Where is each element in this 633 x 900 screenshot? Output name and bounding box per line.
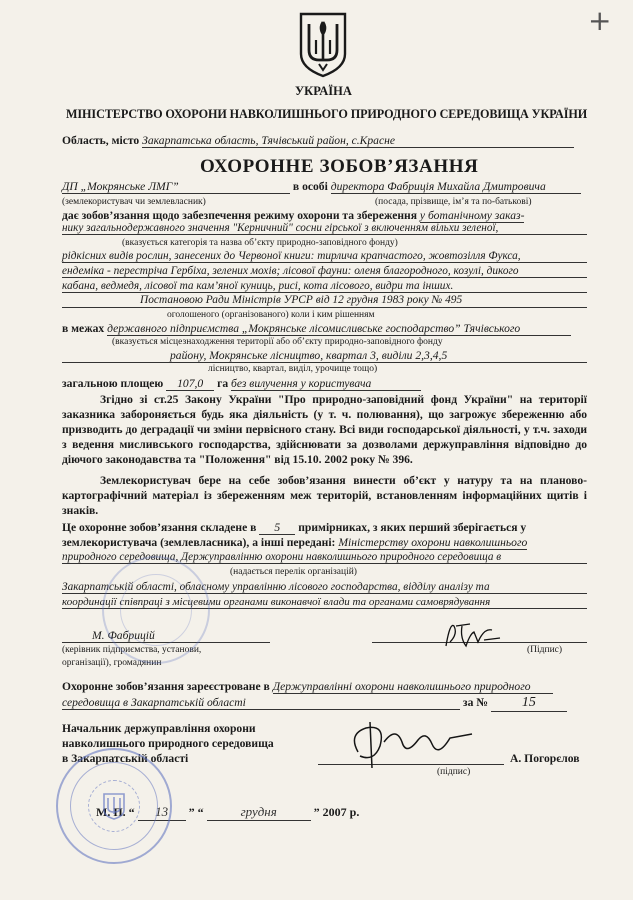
- head-title-2: навколишнього природного середовища: [62, 737, 274, 750]
- year-suffix: ” 2007 р.: [313, 805, 360, 819]
- area-unit: га: [217, 377, 229, 390]
- copies-label-3: землекористувача (землевласника), а інші передані:: [62, 536, 336, 549]
- caption-category: (вказується категорія та назва об’єкту природно-заповідного фонду): [122, 238, 398, 248]
- registration-value-1: Держуправлінні охорони навколишнього природного: [273, 680, 553, 694]
- region-label: Область, місто: [62, 134, 140, 147]
- person-value: директора Фабриція Михайла Дмитровича: [331, 180, 581, 194]
- in-person-label: в особі: [292, 180, 328, 193]
- decree-rule: [62, 307, 587, 308]
- caption-head-sign: (підпис): [437, 767, 471, 777]
- head-signature-image: [340, 712, 480, 776]
- bounds-value: державного підприємства „Мокрянське лісомисливське господарство” Тячівського: [107, 322, 571, 336]
- copies-line-1: [62, 521, 526, 535]
- caption-head-2: організації), громадянин: [62, 658, 162, 668]
- copies-line-2: [62, 536, 527, 550]
- date-day: 13: [138, 804, 186, 821]
- copies-to-2: природного середовища, Держуправлінню охорони навколишнього природного середовища в: [62, 551, 587, 564]
- caption-decree: оголошеного (організованого) коли і ким рішенням: [167, 310, 375, 320]
- area-value: 107,0: [166, 377, 214, 391]
- obligation-value-2: нику загальнодержавного значення "Керничний" сосни гірської з включенням вільхи зеленої,: [62, 222, 587, 235]
- registration-line-2: [62, 695, 567, 712]
- caption-head-1: (керівник підприємства, установи,: [62, 645, 202, 655]
- area-note: без вилучення у користувача: [231, 377, 421, 391]
- head-title-1: Начальник держуправління охорони: [62, 722, 256, 735]
- caption-orgs: (надається перелік організацій): [230, 567, 357, 577]
- registration-number-label: за №: [462, 696, 488, 709]
- bounds-value-2: району, Мокрянське лісництво, квартал 3, виділи 2,3,4,5: [170, 349, 448, 362]
- corner-mark: +: [588, 4, 612, 37]
- area-line: [62, 377, 421, 391]
- region-line: [62, 134, 574, 148]
- ministry-name: МІНІСТЕРСТВО ОХОРОНИ НАВКОЛИШНЬОГО ПРИРОДНОГО СЕРЕДОВИЩА УКРАЇНИ: [66, 107, 588, 121]
- caption-forestry: лісництво, квартал, виділ, урочище тощо): [208, 364, 378, 374]
- obligation-line: [62, 209, 524, 223]
- user-name: М. Фабрицій: [92, 629, 155, 642]
- head-title-3: в Закарпатській області: [62, 752, 189, 765]
- copies-label-2: примірниках, з яких перший зберігається у: [298, 521, 527, 534]
- copies-to-1: Міністерству охорони навколишнього: [338, 536, 528, 549]
- copies-value: 5: [259, 521, 295, 535]
- registration-number: 15: [491, 695, 567, 712]
- user-signature-image: [440, 612, 504, 652]
- species-line-2: ендеміка - перестріча Гербіха, зелених мохів; лісової фауни: оленя благородного, козулі, дикого: [62, 265, 587, 278]
- registration-value-2: середовища в Закарпатській області: [62, 696, 460, 710]
- seal-trident-icon: [102, 792, 126, 820]
- bounds-label: в межах: [62, 322, 105, 335]
- region-value: Закарпатська область, Тячівський район, с.Красне: [142, 134, 574, 148]
- user-value: ДП „Мокрянське ЛМГ”: [62, 180, 290, 194]
- faint-seal-stamp: [102, 556, 210, 664]
- date-month: грудня: [207, 804, 311, 821]
- area-label: загальною площею: [62, 377, 164, 390]
- copies-to-4: координації співпраці з місцевими органами виконавчої влади та органами самоврядування: [62, 596, 587, 609]
- caption-user: (землекористувач чи землевласник): [62, 197, 206, 207]
- obligation-value-1: у ботанічному заказ-: [419, 209, 525, 222]
- bounds-line: [62, 322, 571, 336]
- quote-mid: ” “: [188, 805, 204, 819]
- registration-label: Охоронне зобов’язання зареєстроване в: [62, 680, 270, 693]
- quote-open: “: [128, 805, 135, 819]
- coat-of-arms-icon: [297, 10, 349, 78]
- paragraph-2: Землекористувач бере на себе зобов’язання винести об’єкт у натуру та на планово-картографічний матеріал із збереженням меж територій, встановленням інформаційних щитів і знаків.: [62, 474, 587, 517]
- decree-value: Постановою Ради Міністрів УРСР від 12 грудня 1983 року № 495: [140, 294, 463, 306]
- copies-to-3: Закарпатській області, обласному управлінню лісового господарства, відділу аналізу та: [62, 581, 587, 594]
- copies-label-1: Це охоронне зобов’язання складене в: [62, 521, 257, 534]
- country-name: УКРАЇНА: [295, 84, 352, 98]
- registration-line-1: [62, 680, 553, 694]
- head-name: А. Погорєлов: [510, 752, 580, 765]
- caption-person: (посада, прізвище, ім’я та по-батькові): [375, 197, 532, 207]
- caption-user-sign: (Підпис): [527, 645, 563, 655]
- caption-location: (вказується місцезнаходження території або об’єкту природно-заповідного фонду: [112, 337, 443, 347]
- species-line-1: рідкісних видів рослин, занесених до Червоної книги: тирлича крапчастого, жовтозілля Фукса,: [62, 250, 587, 263]
- official-seal-stamp: [56, 748, 172, 864]
- document-title: ОХОРОННЕ ЗОБОВ’ЯЗАННЯ: [200, 156, 479, 177]
- bounds-rule-2: [62, 362, 587, 363]
- user-line: [62, 180, 581, 194]
- species-line-3: кабана, ведмедя, лісової та кам’яної куниць, рисі, кота лісового, видри та інших.: [62, 280, 587, 293]
- paragraph-1: Згідно зі ст.25 Закону України "Про природно-заповідний фонд України" на території заказника забороняється будь яка діяльність (у т. ч. полювання), що загрожує збереженню або призводить до деградації чи зміни первісного стану. Всі види господарської діяльності, у т.ч. заходи з ведення мисливського господарства, здійснювати за дозволами держуправління відповідно до діючого законодавства та "Положення" від 15.10. 2002 року № 396.: [62, 393, 587, 466]
- obligation-label: дає зобов’язання щодо забезпечення режиму охорони та збереження: [62, 209, 418, 222]
- mp-label: М. П.: [96, 805, 126, 819]
